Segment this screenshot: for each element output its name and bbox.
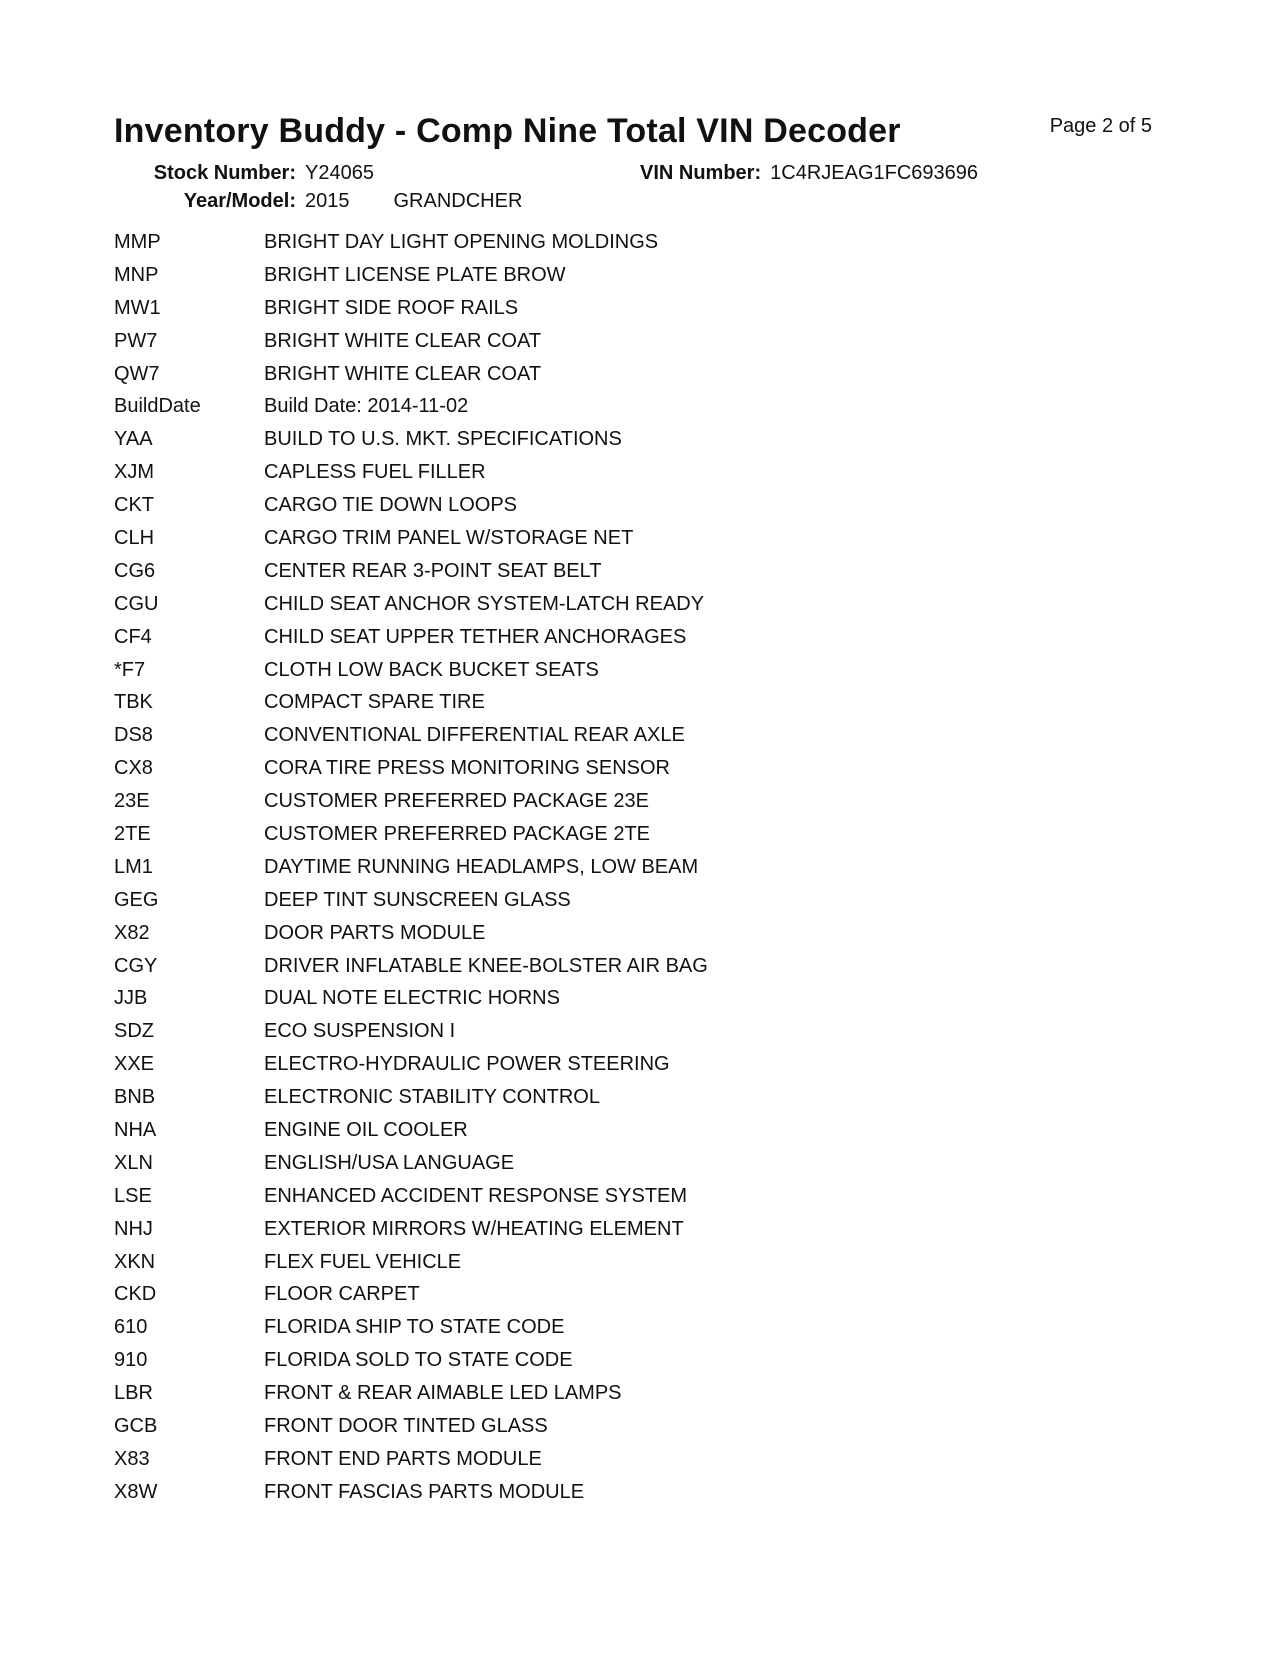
option-row — [114, 1443, 1164, 1476]
option-description: CHILD SEAT UPPER TETHER ANCHORAGES — [264, 625, 687, 648]
option-description: ECO SUSPENSION I — [264, 1020, 456, 1043]
option-code: LM1 — [114, 855, 153, 878]
option-description: CLOTH LOW BACK BUCKET SEATS — [264, 658, 599, 681]
option-code: *F7 — [114, 658, 146, 681]
option-row — [114, 1279, 1164, 1312]
option-row — [114, 1476, 1164, 1509]
option-description: DRIVER INFLATABLE KNEE-BOLSTER AIR BAG — [264, 954, 708, 977]
option-row — [114, 884, 1164, 917]
option-description: FRONT & REAR AIMABLE LED LAMPS — [264, 1382, 622, 1405]
option-description: EXTERIOR MIRRORS W/HEATING ELEMENT — [264, 1217, 684, 1240]
option-row — [114, 1048, 1164, 1081]
option-code: GCB — [114, 1415, 158, 1437]
option-row — [114, 588, 1164, 621]
option-code: NHJ — [114, 1217, 153, 1240]
option-code: YAA — [114, 428, 153, 451]
model-value: GRANDCHER — [393, 190, 523, 212]
option-description: BRIGHT SIDE ROOF RAILS — [264, 296, 519, 319]
option-row — [114, 325, 1164, 358]
option-row — [114, 1377, 1164, 1410]
vin-number-field — [640, 159, 978, 187]
option-row — [114, 752, 1164, 785]
option-code: CLH — [114, 526, 155, 549]
option-code: DS8 — [114, 724, 153, 747]
option-row — [114, 1410, 1164, 1443]
option-description: DAYTIME RUNNING HEADLAMPS, LOW BEAM — [264, 855, 699, 878]
stock-number-value: Y24065 — [305, 162, 374, 184]
option-description: FLEX FUEL VEHICLE — [264, 1250, 462, 1273]
option-row — [114, 1246, 1164, 1279]
option-code: CX8 — [114, 757, 153, 780]
option-code: XKN — [114, 1250, 156, 1273]
option-description: FRONT FASCIAS PARTS MODULE — [264, 1480, 585, 1503]
option-description: Build Date: 2014-11-02 — [264, 395, 469, 418]
option-description: ENHANCED ACCIDENT RESPONSE SYSTEM — [264, 1184, 688, 1207]
option-row — [114, 621, 1164, 654]
option-code: CGU — [114, 592, 159, 615]
option-code: X8W — [114, 1480, 158, 1503]
option-code: CG6 — [114, 559, 156, 582]
option-code: MNP — [114, 263, 159, 286]
option-description: BRIGHT DAY LIGHT OPENING MOLDINGS — [264, 230, 659, 253]
option-description: ELECTRO-HYDRAULIC POWER STEERING — [264, 1053, 670, 1076]
year-model-label: Year/Model: — [183, 190, 296, 212]
option-code: PW7 — [114, 329, 158, 352]
option-description: COMPACT SPARE TIRE — [264, 691, 485, 714]
option-description: CARGO TIE DOWN LOOPS — [264, 494, 517, 517]
option-description: CONVENTIONAL DIFFERENTIAL REAR AXLE — [264, 724, 685, 747]
option-row — [114, 1081, 1164, 1114]
option-code: TBK — [114, 691, 153, 714]
option-description: FLOOR CARPET — [264, 1283, 420, 1306]
option-description: FRONT END PARTS MODULE — [264, 1447, 542, 1470]
option-description: BRIGHT WHITE CLEAR COAT — [264, 329, 542, 352]
option-description: CUSTOMER PREFERRED PACKAGE 2TE — [264, 822, 650, 845]
option-row — [114, 818, 1164, 851]
option-code: 910 — [114, 1349, 148, 1372]
page-indicator: Page 2 of 5 — [1049, 115, 1152, 137]
stock-number-field — [100, 159, 374, 187]
option-code: MMP — [114, 230, 161, 253]
option-row — [114, 785, 1164, 818]
vin-number-label: VIN Number: — [640, 162, 762, 184]
option-description: FLORIDA SHIP TO STATE CODE — [264, 1316, 565, 1339]
option-code: XJM — [114, 461, 154, 484]
option-row — [114, 259, 1164, 292]
option-row — [114, 1180, 1164, 1213]
option-row — [114, 1344, 1164, 1377]
option-list — [114, 226, 1164, 1509]
option-description: FLORIDA SOLD TO STATE CODE — [264, 1349, 573, 1372]
option-row — [114, 1015, 1164, 1048]
option-code: SDZ — [114, 1020, 154, 1043]
option-code: LSE — [114, 1184, 152, 1207]
option-code: NHA — [114, 1118, 157, 1141]
option-row — [114, 1213, 1164, 1246]
option-row — [114, 423, 1164, 456]
option-row — [114, 1114, 1164, 1147]
option-description: DUAL NOTE ELECTRIC HORNS — [264, 987, 560, 1010]
option-code: QW7 — [114, 362, 160, 385]
option-code: JJB — [114, 987, 148, 1010]
option-row — [114, 555, 1164, 588]
option-row — [114, 917, 1164, 950]
option-description: BRIGHT WHITE CLEAR COAT — [264, 362, 542, 385]
option-row — [114, 1147, 1164, 1180]
option-row — [114, 982, 1164, 1015]
option-description: ENGINE OIL COOLER — [264, 1118, 468, 1141]
option-code: BuildDate — [114, 395, 201, 418]
option-code: 610 — [114, 1316, 148, 1339]
option-code: GEG — [114, 888, 159, 911]
option-row — [114, 522, 1164, 555]
option-code: XXE — [114, 1053, 155, 1076]
option-row — [114, 292, 1164, 325]
vin-number-value: 1C4RJEAG1FC693696 — [770, 162, 979, 184]
option-row — [114, 226, 1164, 259]
option-code: 2TE — [114, 822, 151, 845]
option-row — [114, 719, 1164, 752]
option-description: DOOR PARTS MODULE — [264, 921, 486, 944]
option-description: CAPLESS FUEL FILLER — [264, 461, 486, 484]
option-row — [114, 456, 1164, 489]
option-row — [114, 1311, 1164, 1344]
option-code: BNB — [114, 1086, 156, 1109]
option-code: LBR — [114, 1382, 153, 1405]
option-code: CKD — [114, 1283, 157, 1306]
option-row — [114, 489, 1164, 522]
option-code: CGY — [114, 954, 158, 977]
option-description: BRIGHT LICENSE PLATE BROW — [264, 263, 566, 286]
option-description: DEEP TINT SUNSCREEN GLASS — [264, 888, 571, 911]
option-row — [114, 686, 1164, 719]
option-row — [114, 654, 1164, 687]
option-code: 23E — [114, 790, 150, 813]
option-code: CF4 — [114, 625, 152, 648]
document-title: Inventory Buddy - Comp Nine Total VIN Decoder — [114, 112, 901, 150]
option-code: X83 — [114, 1447, 150, 1470]
option-description: CHILD SEAT ANCHOR SYSTEM-LATCH READY — [264, 592, 705, 615]
option-description: ENGLISH/USA LANGUAGE — [264, 1151, 515, 1174]
option-row — [114, 950, 1164, 983]
option-code: X82 — [114, 921, 150, 944]
option-description: CENTER REAR 3-POINT SEAT BELT — [264, 559, 602, 582]
option-code: XLN — [114, 1151, 153, 1174]
option-row — [114, 358, 1164, 391]
option-row — [114, 390, 1164, 423]
option-description: ELECTRONIC STABILITY CONTROL — [264, 1086, 600, 1109]
stock-number-label: Stock Number: — [153, 162, 296, 184]
option-description: CARGO TRIM PANEL W/STORAGE NET — [264, 526, 634, 549]
option-code: MW1 — [114, 296, 161, 319]
option-code: CKT — [114, 494, 154, 517]
option-description: CORA TIRE PRESS MONITORING SENSOR — [264, 757, 670, 780]
option-row — [114, 851, 1164, 884]
option-description: BUILD TO U.S. MKT. SPECIFICATIONS — [264, 428, 622, 451]
option-description: FRONT DOOR TINTED GLASS — [264, 1415, 548, 1437]
year-value: 2015 — [305, 190, 350, 212]
year-model-field — [100, 187, 522, 215]
option-description: CUSTOMER PREFERRED PACKAGE 23E — [264, 790, 649, 813]
